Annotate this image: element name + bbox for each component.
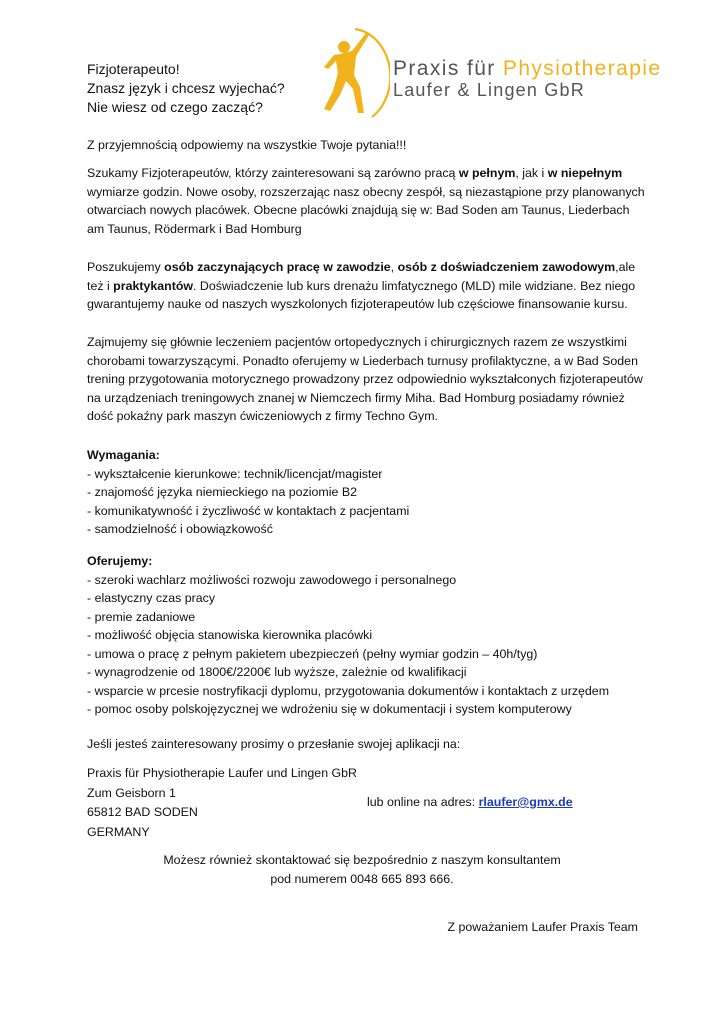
direct-contact — [87, 851, 637, 889]
requirement-item: - komunikatywność i życzliwość w kontaktach z pacjentami — [87, 503, 410, 518]
email-link[interactable]: rlaufer@gmx.de — [478, 795, 573, 809]
address-line: 65812 BAD SODEN — [87, 805, 198, 819]
offer-item: - szeroki wachlarz możliwości rozwoju zawodowego i personalnego — [87, 572, 457, 587]
para2-bold-2: osób z doświadczeniem zawodowym — [397, 260, 616, 274]
para2-text-4: . Doświadczenie lub kurs drenażu limfatycznego (MLD) mile widziane. Bez niego gwarantujemy nauke od naszych wyszkolonych fizjoterapeutów lub częściowe finansowanie kursu. — [87, 278, 636, 311]
intro-line-3: Nie wiesz od czego zacząć? — [87, 99, 263, 115]
postal-address — [87, 764, 357, 842]
intro-line-2: Znasz język i chcesz wyjechać? — [87, 80, 285, 96]
address-line: Praxis für Physiotherapie Laufer und Lingen GbR — [87, 766, 357, 780]
offer-item: - elastyczny czas pracy — [87, 591, 216, 605]
address-line: Zum Geisborn 1 — [87, 785, 176, 800]
para2-text-2: , — [390, 260, 398, 274]
requirements-heading: Wymagania: — [87, 448, 160, 462]
requirement-item: - samodzielność i obowiązkowość — [87, 522, 273, 536]
para1-text-2: , jak i — [515, 166, 548, 180]
para2-text-1: Poszukujemy — [87, 260, 165, 274]
company-logo — [300, 25, 720, 135]
para2-bold-3: praktykantów — [113, 278, 194, 293]
offer-item: - możliwość objęcia stanowiska kierownika placówki — [87, 628, 373, 642]
paragraph-2 — [87, 258, 647, 314]
offer-item: - wsparcie w prcesie nostryfikacji dyplomu, przygotowania dokumentów i kontaktach z urzędem — [87, 683, 610, 698]
paragraph-3 — [87, 333, 647, 426]
apply-line-text: Jeśli jesteś zainteresowany prosimy o przesłanie swojej aplikacji na: — [87, 737, 461, 751]
offer-item: - wynagrodzenie od 1800€/2200€ lub wyższe, zależnie od kwalifikacji — [87, 665, 467, 679]
offer-item: - premie zadaniowe — [87, 609, 196, 624]
answer-line — [87, 136, 647, 155]
para3-text: Zajmujemy się głównie leczeniem pacjentów ortopedycznych i chirurgicznych razem ze wszystkimi chorobami towarzyszącymi. Ponadto oferujemy w Liederbach turnusy profilaktyczne, a w Bad Soden trening przygotowania motorycznego prowadzony przez odpowiednio wykształconych fizjoterapeutów na urządzeniach treningowych znanej w Niemczech firmy Miha. Bad Homburg posiadamy również dość pokaźny park maszyn ćwiczeniowych z firmy Techno Gym. — [87, 335, 643, 423]
online-prefix: lub online na adres: — [367, 795, 479, 809]
logo-title — [393, 57, 661, 81]
intro-block — [87, 60, 285, 117]
logo-title-part1: Praxis für — [393, 57, 503, 80]
requirements-section — [87, 446, 647, 539]
answer-line-text: Z przyjemnością odpowiemy na wszystkie Twoje pytania!!! — [87, 138, 407, 152]
paragraph-1 — [87, 164, 647, 238]
signoff: Z poważaniem Laufer Praxis Team — [447, 920, 638, 934]
para1-text-3: wymiarze godzin. Nowe osoby, rozszerzając nasz obecny zespół, są niezastąpione przy planowanych otwarciach nowych placówek. Obecne placówki znajdują się w: Bad Soden am Taunus, Liederbach am Taunus, Rödermark i Bad Homburg — [87, 184, 645, 236]
para1-bold-1: w pełnym — [458, 166, 516, 180]
offer-section — [87, 552, 647, 719]
direct-contact-line-1: Możesz również skontaktować się bezpośrednio z naszym konsultantem — [163, 853, 561, 867]
offer-item: - pomoc osoby polskojęzycznej we wdrożeniu się w dokumentacji i system komputerowy — [87, 702, 572, 716]
logo-subtitle: Laufer & Lingen GbR — [393, 80, 585, 100]
logo-title-accent: Physiotherapie — [502, 57, 662, 80]
offer-item: - umowa o pracę z pełnym pakietem ubezpieczeń (pełny wymiar godzin – 40h/tyg) — [87, 646, 538, 661]
requirement-item: - wykształcenie kierunkowe: technik/licencjat/magister — [87, 466, 383, 481]
para2-bold-1: osób zaczynających pracę w zawodzie — [164, 260, 391, 274]
para2-text-3: ,ale też i — [87, 260, 636, 293]
apply-line — [87, 735, 647, 754]
online-contact — [367, 795, 573, 809]
requirement-item: - znajomość języka niemieckiego na poziomie B2 — [87, 485, 357, 499]
address-line: GERMANY — [87, 824, 150, 839]
direct-contact-line-2: pod numerem 0048 665 893 666. — [270, 872, 454, 886]
para1-bold-2: w niepełnym — [547, 166, 623, 180]
intro-line-1: Fizjoterapeuto! — [87, 61, 180, 77]
para1-text-1: Szukamy Fizjoterapeutów, którzy zainteresowani są zarówno pracą — [87, 166, 459, 180]
athlete-arc-icon — [300, 25, 390, 125]
offer-heading: Oferujemy: — [87, 554, 153, 568]
